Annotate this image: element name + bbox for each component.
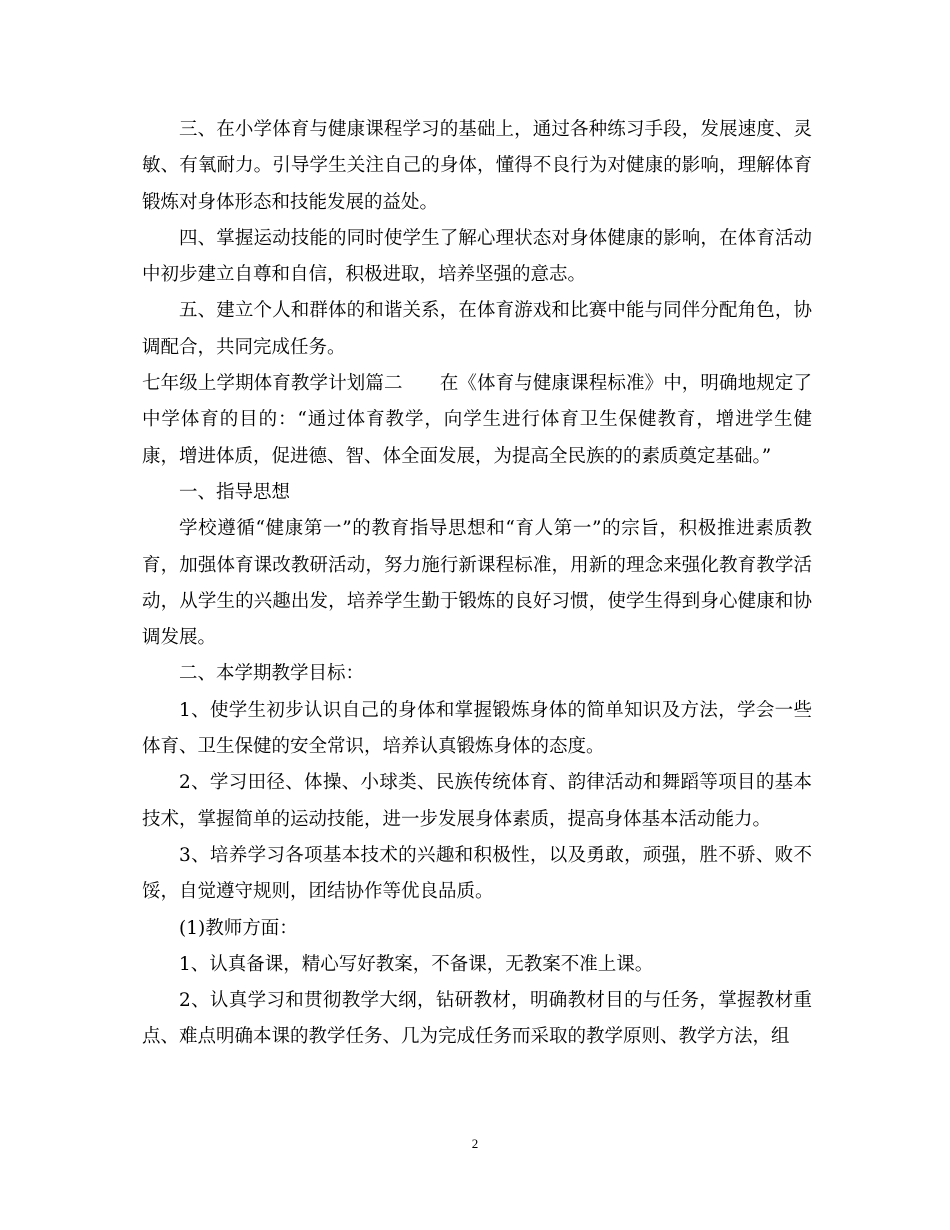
paragraph-semester-goal-1: 1、使学生初步认识自己的身体和掌握锻炼身体的简单知识及方法，学会一些体育、卫生保健的安全常识，培养认真锻炼身体的态度。 [142, 699, 812, 758]
paragraph-goal-five: 五、建立个人和群体的和谐关系，在体育游戏和比赛中能与同伴分配角色，协调配合，共同完成任务。 [142, 300, 812, 358]
heading-semester-goals: 二、本学期教学目标： [179, 663, 365, 685]
paragraph-semester-goal-3: 3、培养学习各项基本技术的兴趣和积极性，以及勇敢，顽强，胜不骄、败不馁，自觉遵守规则，团结协作等优良品质。 [142, 844, 812, 903]
paragraph-goal-four: 四、掌握运动技能的同时使学生了解心理状态对身体健康的影响，在体育活动中初步建立自尊和自信，积极进取，培养坚强的意志。 [142, 227, 812, 286]
heading-teacher-aspect: (1)教师方面： [179, 917, 298, 939]
paragraph-goal-three: 三、在小学体育与健康课程学习的基础上，通过各种练习手段，发展速度、灵敏、有氧耐力。引导学生关注自己的身体，懂得不良行为对健康的影响，理解体育锻炼对身体形态和技能发展的益处。 [142, 119, 812, 213]
paragraph-plan-two-intro: 七年级上学期体育教学计划篇二 在《体育与健康课程标准》中，明确地规定了中学体育的目的：“通过体育教学，向学生进行体育卫生保健教育，增进学生健康，增进体质，促进德、智、体全面发展，为提高全民族的的素质奠定基础。” [142, 373, 812, 467]
paragraph-guiding-ideology: 学校遵循“健康第一”的教育指导思想和“育人第一”的宗旨，积极推进素质教育，加强体育课改教研活动，努力施行新课程标准，用新的理念来强化教育教学活动，从学生的兴趣出发，培养学生勤于锻炼的良好习惯，使学生得到身心健康和协调发展。 [142, 518, 812, 649]
paragraph-semester-goal-2: 2、学习田径、体操、小球类、民族传统体育、韵律活动和舞蹈等项目的基本技术，掌握简单的运动技能，进一步发展身体素质，提高身体基本活动能力。 [142, 772, 812, 830]
paragraph-teacher-item-2: 2、认真学习和贯彻教学大纲，钻研教材，明确教材目的与任务，掌握教材重点、难点明确本课的教学任务、几为完成任务而采取的教学原则、教学方法，组 [142, 990, 812, 1048]
page-number: 2 [471, 1136, 479, 1151]
document-body [142, 112, 812, 1056]
paragraph-teacher-item-1: 1、认真备课，精心写好教案，不备课，无教案不准上课。 [179, 953, 654, 975]
heading-guiding-ideology: 一、指导思想 [179, 481, 291, 503]
